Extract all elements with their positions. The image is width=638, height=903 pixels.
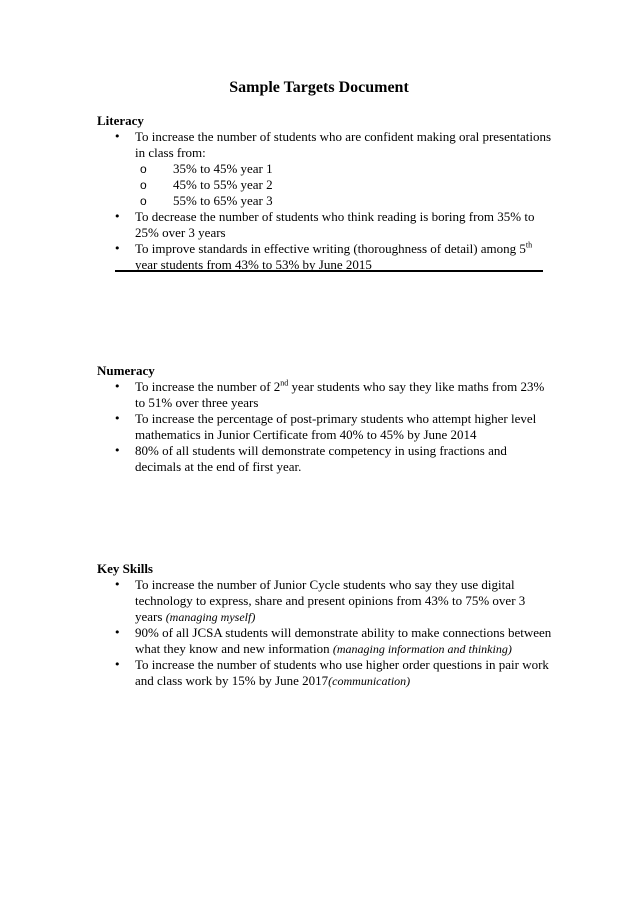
section-key-skills [97,561,552,689]
ordinal-suffix: th [525,240,533,250]
key-skills-bullet-1-text: To increase the number of Junior Cycle students who say they use digital technology to express, share and present opinions from 43% to 75% over 3 years [135,577,526,624]
section-numeracy [97,363,552,475]
sub-bullet-marker: o [140,178,147,192]
literacy-bullet-3-text: To improve standards in effective writing (thoroughness of detail) among 5 [135,241,526,256]
literacy-bullet-3-text-end: year students from 43% to 53% by June 2015 [135,257,372,272]
sub-bullet-marker: o [140,194,147,208]
list-item [97,625,552,657]
key-skill-tag: (communication) [328,674,411,688]
list-item [97,577,552,625]
list-item [97,443,552,475]
numeracy-bullet-1-text: To increase the number of 2 [135,379,281,394]
list-item [97,129,552,209]
sub-item-text: 35% to 45% year 1 [173,161,273,176]
section-heading-numeracy: Numeracy [97,363,155,378]
literacy-bullet-1-text: To increase the number of students who are confident making oral presentations in class from: [135,129,552,160]
literacy-list [97,129,552,273]
section-heading-key-skills: Key Skills [97,561,153,576]
numeracy-list [97,379,552,475]
list-item [135,177,552,193]
list-item [97,379,552,411]
list-item [97,241,552,273]
literacy-sublist [135,161,552,209]
numeracy-bullet-1-text-end: year students who say they like maths from 23% to 51% over three years [135,379,545,410]
sub-item-text: 45% to 55% year 2 [173,177,273,192]
sub-item-text: 55% to 65% year 3 [173,193,273,208]
sub-bullet-marker: o [140,162,147,176]
key-skills-bullet-3-text: To increase the number of students who use higher order questions in pair work and class work by 15% by June 2017 [135,657,549,688]
section-literacy [97,113,552,273]
list-item [135,161,552,177]
section-heading-literacy: Literacy [97,113,144,128]
key-skill-tag: (managing myself) [165,610,256,624]
numeracy-bullet-3-text: 80% of all students will demonstrate competency in using fractions and decimals at the end of first year. [135,443,507,474]
literacy-bullet-2-text: To decrease the number of students who think reading is boring from 35% to 25% over 3 years [135,209,535,240]
list-item [97,411,552,443]
list-item [135,193,552,209]
numeracy-bullet-2-text: To increase the percentage of post-primary students who attempt higher level mathematics in Junior Certificate from 40% to 45% by June 2014 [135,411,537,442]
key-skills-bullet-2-text: 90% of all JCSA students will demonstrate ability to make connections between what they know and new information [135,625,552,656]
section-divider [115,270,543,272]
key-skills-list [97,577,552,689]
list-item [97,209,552,241]
page-title: Sample Targets Document [229,79,409,96]
list-item [97,657,552,689]
key-skill-tag: (managing information and thinking) [332,642,512,656]
ordinal-suffix: nd [280,378,289,388]
